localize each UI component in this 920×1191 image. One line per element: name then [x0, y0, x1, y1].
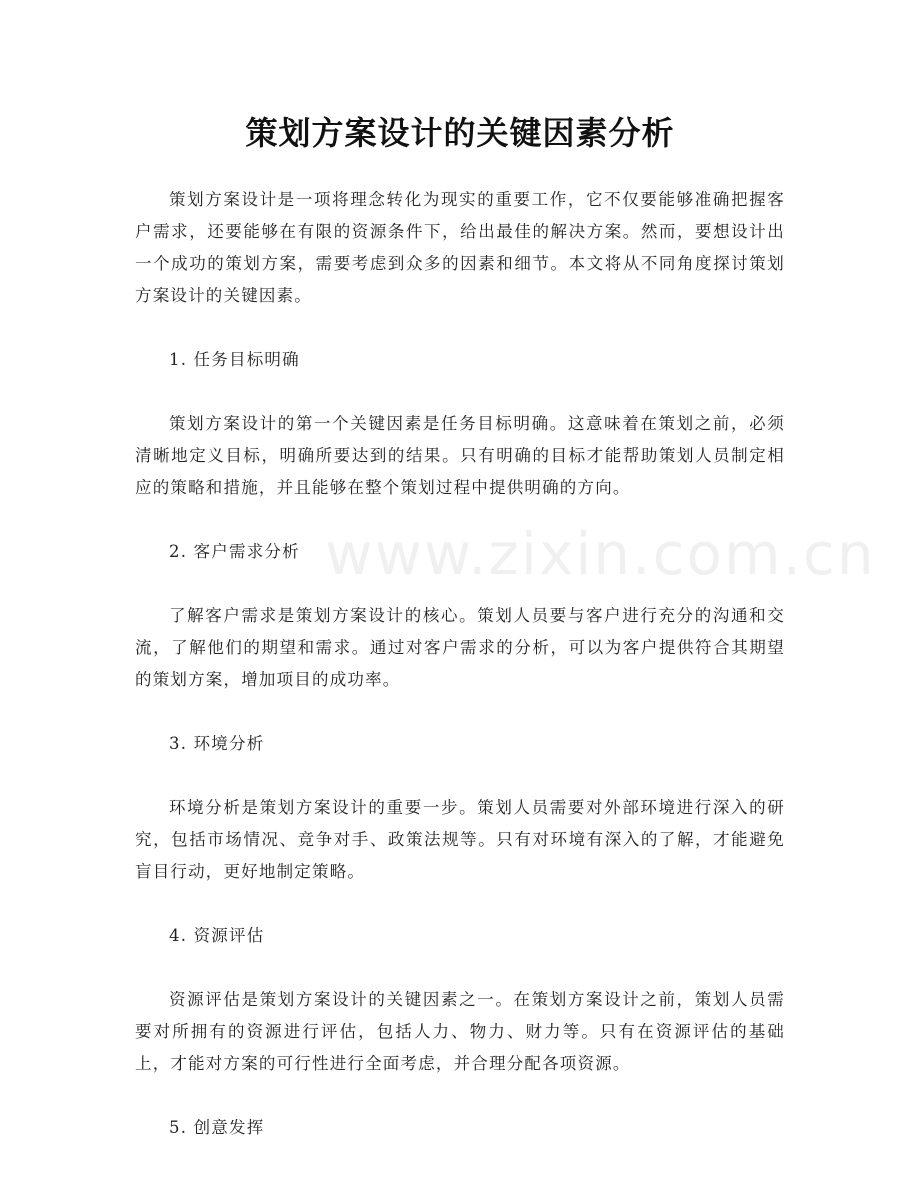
- page-title: 策划方案设计的关键因素分析: [245, 114, 675, 152]
- document-body: [135, 184, 785, 1176]
- intro-paragraph: 策划方案设计是一项将理念转化为现实的重要工作，它不仅要能够准确把握客户需求，还要能够在有限的资源条件下，给出最佳的解决方案。然而，要想设计出一个成功的策划方案，需要考虑到众多的因素和细节。本文将从不同角度探讨策划方案设计的关键因素。: [135, 190, 785, 305]
- section-heading-1: 1. 任务目标明确: [169, 350, 300, 369]
- section-body-3: 环境分析是策划方案设计的重要一步。策划人员需要对外部环境进行深入的研究，包括市场情况、竞争对手、政策法规等。只有对环境有深入的了解，才能避免盲目行动，更好地制定策略。: [135, 798, 785, 881]
- section-heading-3: 3. 环境分析: [169, 734, 265, 753]
- section-body-2: 了解客户需求是策划方案设计的核心。策划人员要与客户进行充分的沟通和交流，了解他们的期望和需求。通过对客户需求的分析，可以为客户提供符合其期望的策划方案，增加项目的成功率。: [135, 606, 785, 689]
- section-heading-2: 2. 客户需求分析: [169, 542, 300, 561]
- section-body-1: 策划方案设计的第一个关键因素是任务目标明确。这意味着在策划之前，必须清晰地定义目标，明确所要达到的结果。只有明确的目标才能帮助策划人员制定相应的策略和措施，并且能够在整个策划过程中提供明确的方向。: [135, 414, 785, 497]
- section-heading-4: 4. 资源评估: [169, 926, 265, 945]
- watermark-text: www.zixin.com.cn: [325, 520, 876, 588]
- section-body-4: 资源评估是策划方案设计的关键因素之一。在策划方案设计之前，策划人员需要对所拥有的资源进行评估，包括人力、物力、财力等。只有在资源评估的基础上，才能对方案的可行性进行全面考虑，并合理分配各项资源。: [135, 990, 785, 1073]
- section-heading-5: 5. 创意发挥: [169, 1118, 265, 1137]
